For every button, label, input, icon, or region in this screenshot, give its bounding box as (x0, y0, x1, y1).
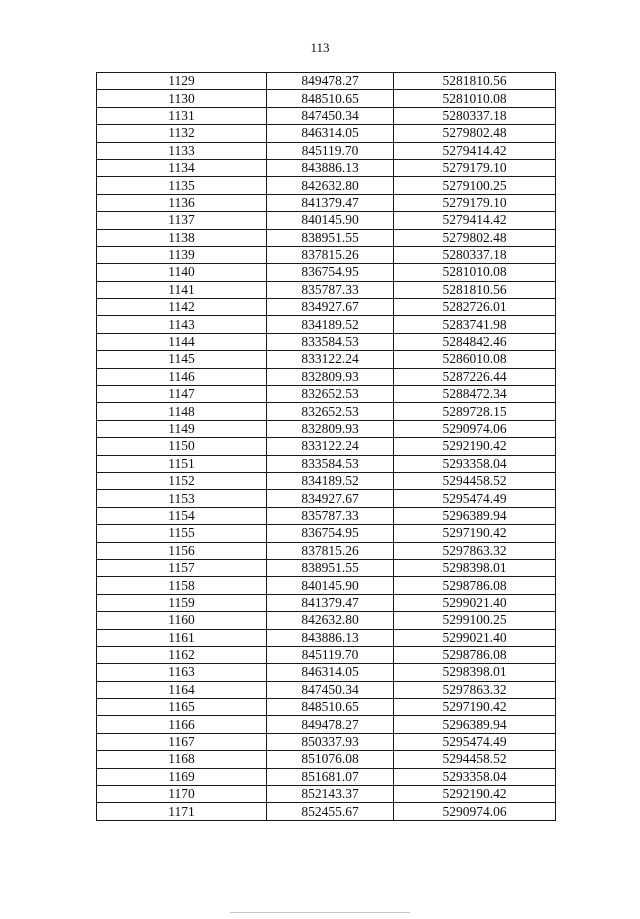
x-coordinate-cell: 835787.33 (267, 281, 394, 298)
page-number: 113 (310, 40, 330, 55)
x-coordinate-cell: 852143.37 (267, 786, 394, 803)
x-coordinate-cell: 834189.52 (267, 316, 394, 333)
table-row (97, 699, 556, 716)
y-coordinate-cell: 5299021.40 (394, 629, 556, 646)
y-coordinate-cell: 5294458.52 (394, 472, 556, 489)
y-coordinate-cell: 5298398.01 (394, 559, 556, 576)
table-row (97, 646, 556, 663)
point-number-cell: 1137 (97, 212, 267, 229)
x-coordinate-cell: 841379.47 (267, 594, 394, 611)
y-coordinate-cell: 5297863.32 (394, 542, 556, 559)
point-number-cell: 1161 (97, 629, 267, 646)
point-number-cell: 1132 (97, 125, 267, 142)
x-coordinate-cell: 852455.67 (267, 803, 394, 820)
x-coordinate-cell: 833122.24 (267, 351, 394, 368)
x-coordinate-cell: 838951.55 (267, 559, 394, 576)
table-row (97, 159, 556, 176)
y-coordinate-cell: 5280337.18 (394, 107, 556, 124)
table-row (97, 142, 556, 159)
point-number-cell: 1138 (97, 229, 267, 246)
y-coordinate-cell: 5281010.08 (394, 90, 556, 107)
table-row (97, 681, 556, 698)
y-coordinate-cell: 5284842.46 (394, 333, 556, 350)
y-coordinate-cell: 5290974.06 (394, 803, 556, 820)
table-row (97, 333, 556, 350)
x-coordinate-cell: 834927.67 (267, 299, 394, 316)
x-coordinate-cell: 840145.90 (267, 577, 394, 594)
x-coordinate-cell: 849478.27 (267, 73, 394, 90)
x-coordinate-cell: 837815.26 (267, 542, 394, 559)
point-number-cell: 1153 (97, 490, 267, 507)
point-number-cell: 1167 (97, 733, 267, 750)
table-row (97, 472, 556, 489)
table-row (97, 229, 556, 246)
point-number-cell: 1168 (97, 751, 267, 768)
point-number-cell: 1141 (97, 281, 267, 298)
x-coordinate-cell: 847450.34 (267, 107, 394, 124)
x-coordinate-cell: 847450.34 (267, 681, 394, 698)
point-number-cell: 1134 (97, 159, 267, 176)
point-number-cell: 1159 (97, 594, 267, 611)
x-coordinate-cell: 843886.13 (267, 629, 394, 646)
y-coordinate-cell: 5279802.48 (394, 229, 556, 246)
point-number-cell: 1133 (97, 142, 267, 159)
table-row (97, 716, 556, 733)
y-coordinate-cell: 5296389.94 (394, 716, 556, 733)
y-coordinate-cell: 5295474.49 (394, 733, 556, 750)
x-coordinate-cell: 840145.90 (267, 212, 394, 229)
table-row (97, 664, 556, 681)
x-coordinate-cell: 842632.80 (267, 177, 394, 194)
table-row (97, 559, 556, 576)
x-coordinate-cell: 834189.52 (267, 472, 394, 489)
x-coordinate-cell: 846314.05 (267, 664, 394, 681)
table-row (97, 490, 556, 507)
x-coordinate-cell: 832652.53 (267, 403, 394, 420)
x-coordinate-cell: 832652.53 (267, 386, 394, 403)
x-coordinate-cell: 834927.67 (267, 490, 394, 507)
point-number-cell: 1166 (97, 716, 267, 733)
table-row (97, 281, 556, 298)
table-row (97, 125, 556, 142)
table-row (97, 264, 556, 281)
x-coordinate-cell: 845119.70 (267, 646, 394, 663)
point-number-cell: 1147 (97, 386, 267, 403)
table-row (97, 386, 556, 403)
x-coordinate-cell: 833584.53 (267, 333, 394, 350)
point-number-cell: 1152 (97, 472, 267, 489)
table-row (97, 612, 556, 629)
point-number-cell: 1151 (97, 455, 267, 472)
x-coordinate-cell: 848510.65 (267, 699, 394, 716)
y-coordinate-cell: 5298786.08 (394, 577, 556, 594)
table-row (97, 246, 556, 263)
point-number-cell: 1160 (97, 612, 267, 629)
point-number-cell: 1156 (97, 542, 267, 559)
point-number-cell: 1171 (97, 803, 267, 820)
y-coordinate-cell: 5292190.42 (394, 786, 556, 803)
x-coordinate-cell: 835787.33 (267, 507, 394, 524)
table-row (97, 107, 556, 124)
y-coordinate-cell: 5287226.44 (394, 368, 556, 385)
table-row (97, 786, 556, 803)
footer-divider (230, 912, 410, 913)
table-row (97, 299, 556, 316)
point-number-cell: 1131 (97, 107, 267, 124)
x-coordinate-cell: 832809.93 (267, 368, 394, 385)
table-row (97, 438, 556, 455)
table-row (97, 629, 556, 646)
point-number-cell: 1148 (97, 403, 267, 420)
x-coordinate-cell: 833122.24 (267, 438, 394, 455)
point-number-cell: 1139 (97, 246, 267, 263)
y-coordinate-cell: 5288472.34 (394, 386, 556, 403)
y-coordinate-cell: 5294458.52 (394, 751, 556, 768)
y-coordinate-cell: 5297190.42 (394, 525, 556, 542)
point-number-cell: 1155 (97, 525, 267, 542)
y-coordinate-cell: 5279179.10 (394, 194, 556, 211)
y-coordinate-cell: 5299100.25 (394, 612, 556, 629)
y-coordinate-cell: 5282726.01 (394, 299, 556, 316)
point-number-cell: 1169 (97, 768, 267, 785)
y-coordinate-cell: 5289728.15 (394, 403, 556, 420)
point-number-cell: 1135 (97, 177, 267, 194)
x-coordinate-cell: 843886.13 (267, 159, 394, 176)
table-row (97, 751, 556, 768)
table-row (97, 177, 556, 194)
x-coordinate-cell: 841379.47 (267, 194, 394, 211)
y-coordinate-cell: 5280337.18 (394, 246, 556, 263)
x-coordinate-cell: 836754.95 (267, 525, 394, 542)
x-coordinate-cell: 832809.93 (267, 420, 394, 437)
x-coordinate-cell: 842632.80 (267, 612, 394, 629)
table-row (97, 420, 556, 437)
y-coordinate-cell: 5279179.10 (394, 159, 556, 176)
table-row (97, 90, 556, 107)
table-row (97, 507, 556, 524)
table-row (97, 542, 556, 559)
y-coordinate-cell: 5293358.04 (394, 455, 556, 472)
x-coordinate-cell: 851076.08 (267, 751, 394, 768)
table-row (97, 768, 556, 785)
y-coordinate-cell: 5281810.56 (394, 73, 556, 90)
x-coordinate-cell: 836754.95 (267, 264, 394, 281)
y-coordinate-cell: 5279802.48 (394, 125, 556, 142)
y-coordinate-cell: 5292190.42 (394, 438, 556, 455)
table-row (97, 212, 556, 229)
x-coordinate-cell: 846314.05 (267, 125, 394, 142)
table-row (97, 368, 556, 385)
point-number-cell: 1157 (97, 559, 267, 576)
point-number-cell: 1145 (97, 351, 267, 368)
x-coordinate-cell: 837815.26 (267, 246, 394, 263)
coordinates-table-body (97, 73, 556, 821)
x-coordinate-cell: 849478.27 (267, 716, 394, 733)
point-number-cell: 1170 (97, 786, 267, 803)
y-coordinate-cell: 5293358.04 (394, 768, 556, 785)
y-coordinate-cell: 5299021.40 (394, 594, 556, 611)
point-number-cell: 1142 (97, 299, 267, 316)
point-number-cell: 1146 (97, 368, 267, 385)
y-coordinate-cell: 5279414.42 (394, 212, 556, 229)
table-row (97, 403, 556, 420)
table-row (97, 733, 556, 750)
point-number-cell: 1149 (97, 420, 267, 437)
table-row (97, 577, 556, 594)
table-row (97, 803, 556, 820)
point-number-cell: 1163 (97, 664, 267, 681)
y-coordinate-cell: 5297863.32 (394, 681, 556, 698)
x-coordinate-cell: 845119.70 (267, 142, 394, 159)
x-coordinate-cell: 848510.65 (267, 90, 394, 107)
point-number-cell: 1162 (97, 646, 267, 663)
point-number-cell: 1165 (97, 699, 267, 716)
table-row (97, 525, 556, 542)
point-number-cell: 1158 (97, 577, 267, 594)
x-coordinate-cell: 850337.93 (267, 733, 394, 750)
y-coordinate-cell: 5296389.94 (394, 507, 556, 524)
y-coordinate-cell: 5297190.42 (394, 699, 556, 716)
x-coordinate-cell: 851681.07 (267, 768, 394, 785)
table-row (97, 594, 556, 611)
table-row (97, 351, 556, 368)
point-number-cell: 1129 (97, 73, 267, 90)
table-row (97, 316, 556, 333)
y-coordinate-cell: 5281010.08 (394, 264, 556, 281)
x-coordinate-cell: 838951.55 (267, 229, 394, 246)
y-coordinate-cell: 5283741.98 (394, 316, 556, 333)
y-coordinate-cell: 5279414.42 (394, 142, 556, 159)
point-number-cell: 1164 (97, 681, 267, 698)
point-number-cell: 1144 (97, 333, 267, 350)
y-coordinate-cell: 5290974.06 (394, 420, 556, 437)
x-coordinate-cell: 833584.53 (267, 455, 394, 472)
y-coordinate-cell: 5286010.08 (394, 351, 556, 368)
y-coordinate-cell: 5298398.01 (394, 664, 556, 681)
table-row (97, 73, 556, 90)
y-coordinate-cell: 5281810.56 (394, 281, 556, 298)
coordinates-table-container (96, 72, 556, 821)
point-number-cell: 1154 (97, 507, 267, 524)
coordinates-table (96, 72, 556, 821)
point-number-cell: 1136 (97, 194, 267, 211)
point-number-cell: 1130 (97, 90, 267, 107)
y-coordinate-cell: 5295474.49 (394, 490, 556, 507)
table-row (97, 455, 556, 472)
y-coordinate-cell: 5279100.25 (394, 177, 556, 194)
point-number-cell: 1140 (97, 264, 267, 281)
point-number-cell: 1150 (97, 438, 267, 455)
point-number-cell: 1143 (97, 316, 267, 333)
y-coordinate-cell: 5298786.08 (394, 646, 556, 663)
table-row (97, 194, 556, 211)
